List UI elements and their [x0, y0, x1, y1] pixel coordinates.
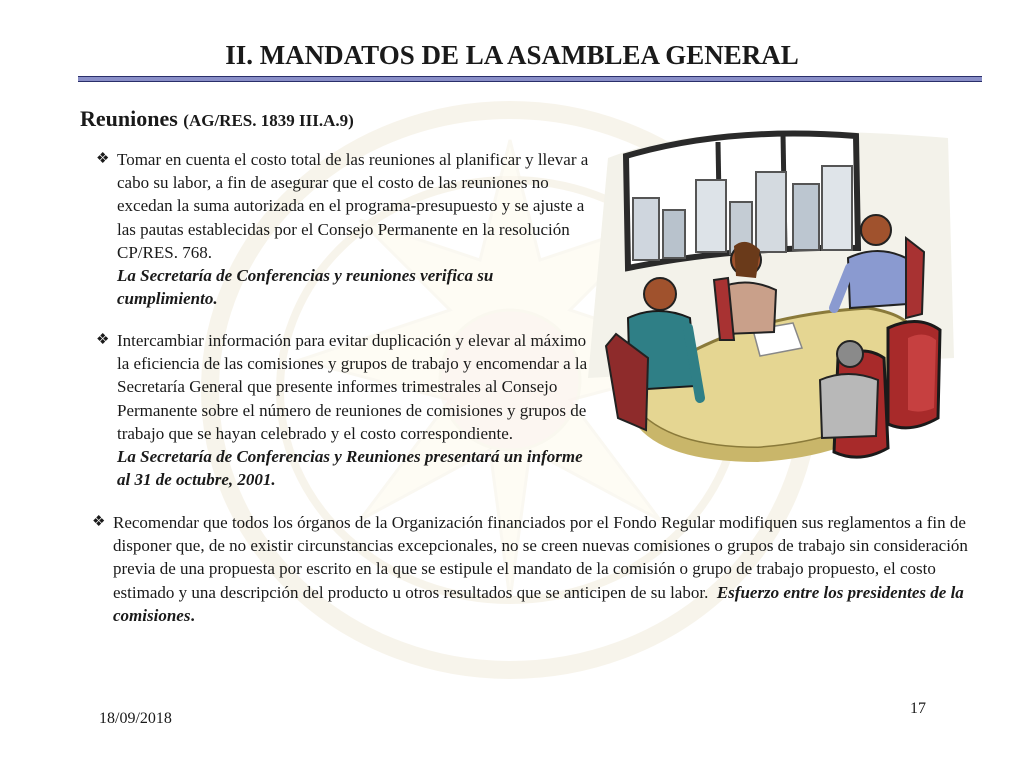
bullet-item	[96, 329, 596, 491]
bullet-text: Recomendar que todos los órganos de la Organización financiados por el Fondo Regular modifiquen sus reglamentos a fin de disponer que, de no existir circunstancias excepcionales, no se creen nuevas comisiones o grupos de trabajo sin consideración previa de una propuesta por escrito en la que se estipule el mandato de la comisión o grupo de trabajo propuesto, el costo estimado y una descripción del producto u otros resultados que se anticipen de su labor.	[113, 513, 968, 602]
bullet-item	[92, 511, 972, 627]
diamond-bullet-icon: ❖	[96, 151, 110, 167]
bullet-emphasis: La Secretaría de Conferencias y Reuniones presentará un informe al 31 de octubre, 2001.	[117, 447, 583, 490]
bullet-item	[96, 148, 596, 310]
diamond-bullet-icon: ❖	[96, 332, 110, 348]
section-heading	[80, 106, 354, 132]
diamond-bullet-icon: ❖	[92, 514, 106, 530]
meeting-clipart-icon	[588, 118, 954, 502]
footer-date: 18/09/2018	[99, 710, 172, 727]
slide-title: II. MANDATOS DE LA ASAMBLEA GENERAL	[225, 40, 799, 70]
bullet-emphasis: Esfuerzo entre los presidentes de la comisiones	[113, 582, 964, 625]
title-divider	[78, 76, 982, 82]
bullet-text: Tomar en cuenta el costo total de las reuniones al planificar y llevar a cabo su labor, a fin de asegurar que el costo de las reuniones no excedan la suma autorizada en el programa-presupuesto y se ajuste a las pautas establecidas por el Consejo Permanente en la resolución CP/RES. 768.	[117, 150, 589, 262]
bullet-period: .	[190, 605, 195, 625]
section-heading-text: Reuniones	[80, 106, 178, 131]
page-number: 17	[910, 700, 926, 717]
bullet-emphasis: La Secretaría de Conferencias y reuniones verifica su cumplimiento.	[117, 266, 494, 309]
section-reference: (AG/RES. 1839 III.A.9)	[183, 111, 354, 130]
bullet-text: Intercambiar información para evitar duplicación y elevar al máximo la eficiencia de las comisiones y grupos de trabajo y encomendar a la Secretaría General que presente informes trimestrales al Consejo Permanente sobre el número de reuniones de comisiones y grupos de trabajo que se hayan celebrado y el costo correspondiente.	[117, 331, 588, 443]
